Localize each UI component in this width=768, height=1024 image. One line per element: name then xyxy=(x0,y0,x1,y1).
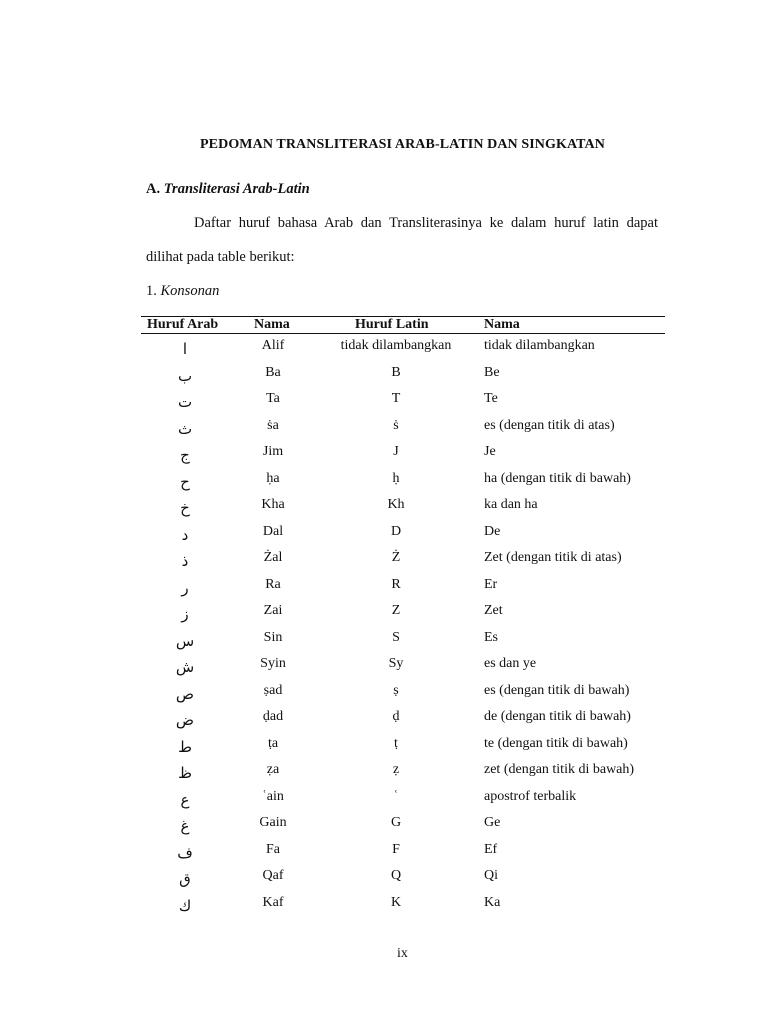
latin-name-cell: es dan ye xyxy=(484,656,537,671)
latin-name-cell: Qi xyxy=(484,868,498,883)
arabic-letter-cell: د xyxy=(181,525,189,544)
letter-name-cell: Jim xyxy=(262,444,284,459)
latin-letter-cell: Q xyxy=(390,868,402,883)
table-row xyxy=(0,868,768,895)
table-row xyxy=(0,471,768,498)
latin-letter-cell: ḥ xyxy=(392,470,400,486)
letter-name-cell: Dal xyxy=(262,523,284,539)
latin-name-cell: De xyxy=(484,523,501,539)
table-row xyxy=(0,683,768,710)
arabic-letter-cell: ذ xyxy=(181,552,189,570)
latin-letter-cell: D xyxy=(390,523,402,539)
latin-name-cell: ka dan ha xyxy=(484,497,538,512)
arabic-letter-cell: ق xyxy=(179,870,191,888)
latin-name-cell: te (dengan titik di bawah) xyxy=(484,735,628,751)
letter-name-cell: Ba xyxy=(265,364,281,380)
letter-name-cell: Ta xyxy=(266,391,280,406)
latin-letter-cell: T xyxy=(391,391,401,406)
consonant-table-body xyxy=(0,338,768,921)
arabic-letter-cell: ض xyxy=(175,711,195,729)
letter-name-cell: ʿain xyxy=(262,788,284,804)
latin-name-cell: zet (dengan titik di bawah) xyxy=(484,762,635,777)
latin-letter-cell: ʿ xyxy=(393,788,399,804)
header-nama-keterangan: Nama xyxy=(484,317,520,332)
latin-letter-cell: tidak dilambangkan xyxy=(340,338,452,353)
letter-name-cell: ḍad xyxy=(262,709,284,724)
section-name: Transliterasi Arab-Latin xyxy=(163,181,310,197)
intro-paragraph-line-2: dilihat pada table berikut: xyxy=(146,249,295,265)
table-row xyxy=(0,709,768,736)
latin-letter-cell: G xyxy=(390,815,402,830)
latin-name-cell: Ef xyxy=(484,841,498,857)
letter-name-cell: Kha xyxy=(261,497,285,512)
table-row xyxy=(0,789,768,816)
letter-name-cell: Kaf xyxy=(262,894,284,910)
latin-name-cell: Ge xyxy=(484,815,501,830)
letter-name-cell: Zai xyxy=(263,603,283,618)
table-row xyxy=(0,365,768,392)
latin-letter-cell: ṡ xyxy=(393,417,399,433)
section-heading xyxy=(146,181,310,198)
subsection-name: Konsonan xyxy=(160,283,220,299)
table-header-rule xyxy=(141,333,665,334)
latin-name-cell: Er xyxy=(484,576,498,592)
latin-letter-cell: Z xyxy=(391,603,401,618)
letter-name-cell: ṭa xyxy=(267,735,279,751)
latin-name-cell: Je xyxy=(484,444,496,459)
letter-name-cell: Sin xyxy=(263,629,283,645)
arabic-letter-cell: ع xyxy=(180,790,190,809)
header-huruf-arab: Huruf Arab xyxy=(147,317,219,332)
arabic-letter-cell: س xyxy=(175,631,195,650)
table-row xyxy=(0,630,768,657)
arabic-letter-cell: ز xyxy=(181,605,189,623)
table-row xyxy=(0,524,768,551)
latin-name-cell: es (dengan titik di atas) xyxy=(484,417,615,433)
latin-letter-cell: K xyxy=(390,894,402,910)
arabic-letter-cell: ظ xyxy=(178,764,192,782)
intro-paragraph-line-1: Daftar huruf bahasa Arab dan Transliterasinya ke dalam huruf latin dapat xyxy=(194,215,658,231)
table-row xyxy=(0,815,768,842)
arabic-letter-cell: ح xyxy=(180,472,190,491)
latin-name-cell: es (dengan titik di bawah) xyxy=(484,682,630,698)
table-row xyxy=(0,895,768,922)
table-header-row xyxy=(0,316,768,333)
letter-name-cell: ḥa xyxy=(266,470,280,486)
latin-name-cell: Zet (dengan titik di atas) xyxy=(484,550,622,565)
letter-name-cell: Qaf xyxy=(262,868,284,883)
arabic-letter-cell: ج xyxy=(180,446,190,464)
latin-letter-cell: ẓ xyxy=(392,762,400,777)
table-row xyxy=(0,444,768,471)
letter-name-cell: Alif xyxy=(261,338,285,353)
letter-name-cell: ṣad xyxy=(263,682,283,698)
letter-name-cell: Ra xyxy=(265,576,281,592)
latin-name-cell: apostrof terbalik xyxy=(484,788,577,804)
latin-letter-cell: ḍ xyxy=(392,709,400,724)
table-row xyxy=(0,656,768,683)
arabic-letter-cell: غ xyxy=(180,817,190,835)
latin-letter-cell: B xyxy=(391,364,401,380)
latin-letter-cell: J xyxy=(393,444,399,459)
latin-letter-cell: S xyxy=(392,629,400,645)
arabic-letter-cell: ف xyxy=(177,843,193,862)
latin-letter-cell: ṭ xyxy=(394,735,398,751)
latin-name-cell: Zet xyxy=(484,603,503,618)
table-row xyxy=(0,762,768,789)
table-row xyxy=(0,497,768,524)
letter-name-cell: ṡa xyxy=(267,417,279,433)
latin-letter-cell: F xyxy=(392,841,400,857)
arabic-letter-cell: خ xyxy=(180,499,190,517)
latin-letter-cell: Ż xyxy=(391,550,401,565)
arabic-letter-cell: ث xyxy=(177,419,193,438)
header-nama: Nama xyxy=(254,317,290,332)
latin-name-cell: Be xyxy=(484,364,500,380)
table-row xyxy=(0,338,768,365)
section-letter: A. xyxy=(146,181,161,197)
arabic-letter-cell: ر xyxy=(181,578,189,597)
arabic-letter-cell: ط xyxy=(178,737,192,756)
latin-name-cell: ha (dengan titik di bawah) xyxy=(484,470,631,486)
latin-name-cell: Te xyxy=(484,391,498,406)
letter-name-cell: ẓa xyxy=(266,762,280,777)
letter-name-cell: Żal xyxy=(263,550,283,565)
arabic-letter-cell: ا xyxy=(182,340,188,358)
table-row xyxy=(0,736,768,763)
arabic-letter-cell: ص xyxy=(175,684,195,703)
latin-name-cell: Es xyxy=(484,629,498,645)
page-number: ix xyxy=(397,946,408,961)
arabic-letter-cell: ت xyxy=(177,393,193,411)
latin-name-cell: tidak dilambangkan xyxy=(484,338,595,353)
table-row xyxy=(0,577,768,604)
arabic-letter-cell: ب xyxy=(177,366,193,385)
latin-name-cell: de (dengan titik di bawah) xyxy=(484,709,631,724)
table-row xyxy=(0,550,768,577)
latin-letter-cell: ṣ xyxy=(393,682,399,698)
latin-letter-cell: R xyxy=(391,576,401,592)
subsection-number: 1. xyxy=(146,283,157,299)
page-title: PEDOMAN TRANSLITERASI ARAB-LATIN DAN SINGKATAN xyxy=(200,137,605,152)
table-row xyxy=(0,418,768,445)
letter-name-cell: Gain xyxy=(259,815,287,830)
table-row xyxy=(0,603,768,630)
header-huruf-latin: Huruf Latin xyxy=(355,317,429,332)
latin-name-cell: Ka xyxy=(484,894,501,910)
arabic-letter-cell: ك xyxy=(178,896,192,915)
arabic-letter-cell: ش xyxy=(175,658,195,676)
latin-letter-cell: Sy xyxy=(388,656,404,671)
subsection-heading xyxy=(146,283,219,300)
letter-name-cell: Fa xyxy=(266,841,280,857)
latin-letter-cell: Kh xyxy=(387,497,405,512)
table-row xyxy=(0,842,768,869)
letter-name-cell: Syin xyxy=(260,656,286,671)
table-row xyxy=(0,391,768,418)
